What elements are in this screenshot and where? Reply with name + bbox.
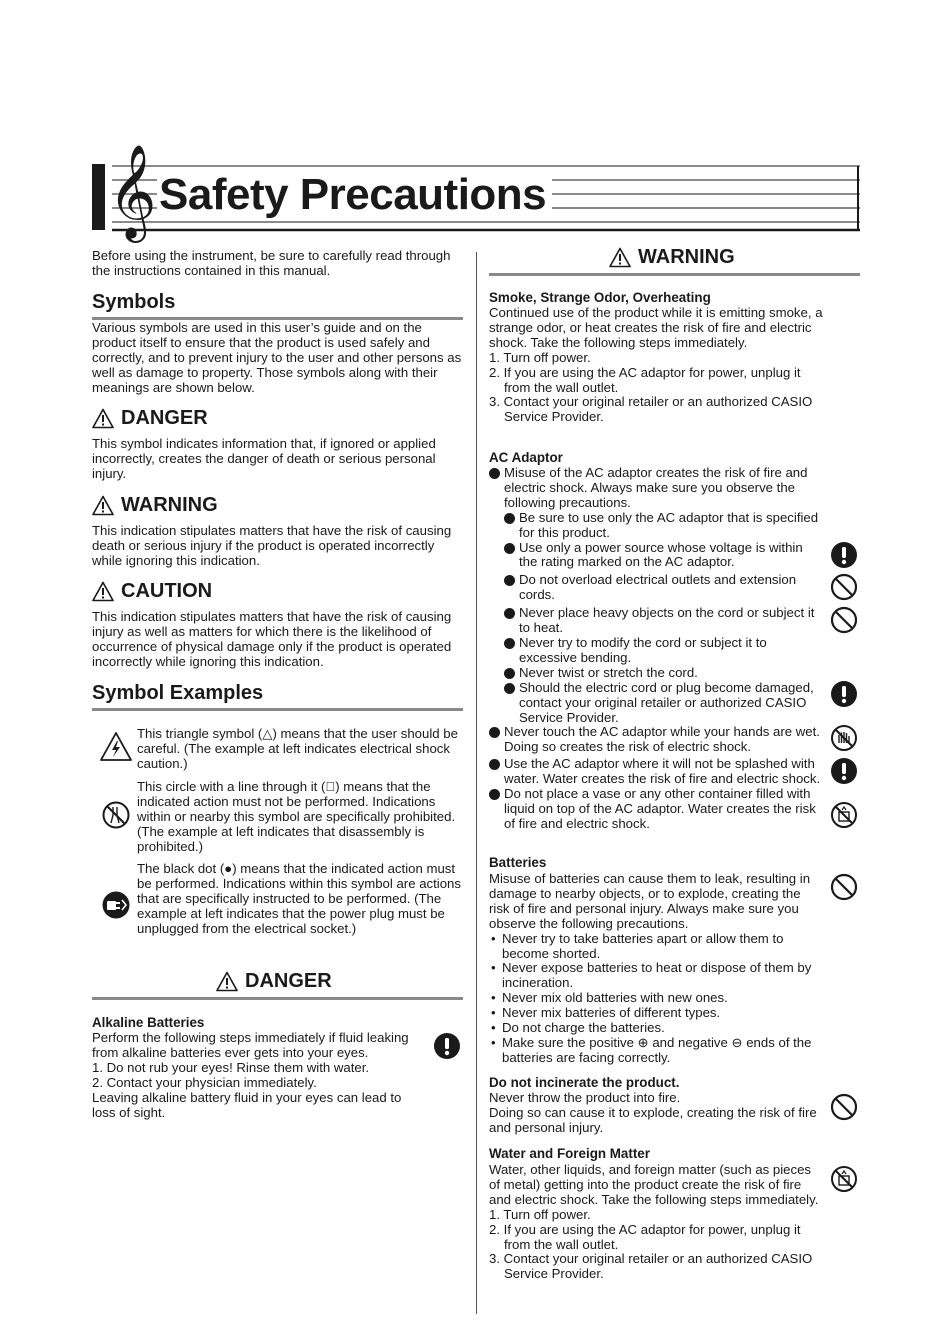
no-liquid-icon: [830, 801, 858, 829]
smoke-step: 1. Turn off power.: [489, 349, 591, 365]
water-intro: Water, other liquids, and foreign matter (such as pieces of metal) getting into the product create the risk of fire and electric shock. Take the following steps immediately.: [489, 1162, 819, 1207]
smoke-intro: Continued use of the product while it is emitting smoke, a strange odor, or heat creates the risk of fire and electric shock. Take the following steps immediately.: [489, 305, 823, 350]
water-step: 3. Contact your original retailer or an authorized CASIO Service Provider.: [489, 1251, 813, 1282]
ac-item-1: [489, 466, 823, 725]
alkaline-batteries-text: [92, 1031, 426, 1120]
ac-adaptor-list: [489, 466, 823, 832]
warning-triangle-icon: [609, 247, 632, 268]
symbols-text: Various symbols are used in this user’s guide and on the product itself to ensure that the product is used safely and correctly, and to prevent injury to the user and other persons as well as damage to property. Those symbols along with their meanings are shown below.: [92, 320, 462, 395]
alkaline-line: 1. Do not rub your eyes! Rinse them with water.: [92, 1059, 370, 1075]
alkaline-line: Leaving alkaline battery fluid in your eyes can lead to loss of sight.: [92, 1089, 402, 1120]
battery-bullet: • Never mix batteries of different types.: [489, 1006, 823, 1021]
warning-def-label: [92, 494, 218, 517]
title-banner: [92, 144, 860, 239]
mandatory-icon: [830, 541, 858, 569]
warning-triangle-icon: [92, 581, 115, 602]
battery-bullet: • Never expose batteries to heat or dispose of them by incineration.: [489, 961, 823, 991]
symbols-heading: Symbols: [92, 291, 176, 313]
ac-adaptor-text: [489, 466, 823, 832]
example-dot-text: The black dot (●) means that the indicated action must be performed. Indications within this symbol are actions that are specifically instructed to be performed. (The example at left indicates that the power plug must be unplugged from the electrical socket.): [137, 861, 461, 936]
incinerate-heading: Do not incinerate the product.: [489, 1075, 680, 1090]
danger-section-label: [216, 970, 332, 993]
disassembly-prohibited-icon: [101, 800, 131, 830]
unplug-icon: [101, 890, 131, 920]
ac-bullet: Be sure to use only the AC adaptor that is specified for this product.: [504, 511, 823, 541]
smoke-heading: Smoke, Strange Odor, Overheating: [489, 290, 711, 305]
ac-bullet: Never place heavy objects on the cord or subject it to heat.: [504, 606, 823, 636]
symbol-examples-rule: [92, 708, 463, 711]
caution-def-text: This indication stipulates matters that have the risk of causing injury as well as matters for which there is the likelihood of occurrence of physical damage only if the product is operated incorrectly while ignoring this indication.: [92, 609, 452, 669]
ac-item-1-text: Misuse of the AC adaptor creates the risk of fire and electric shock. Always make sure you observe the following precautions.: [504, 465, 808, 510]
danger-def-text: This symbol indicates information that, if ignored or applied incorrectly, creates the danger of death or serious personal injury.: [92, 436, 436, 481]
water-step: 2. If you are using the AC adaptor for power, unplug it from the wall outlet.: [489, 1221, 801, 1252]
incinerate-line: Never throw the product into fire.: [489, 1090, 681, 1105]
page-title: Safety Precautions: [157, 170, 552, 220]
intro-text: Before using the instrument, be sure to carefully read through the instructions contained in this manual.: [92, 248, 451, 278]
battery-bullet: • Do not charge the batteries.: [489, 1021, 823, 1036]
electric-shock-caution-icon: [99, 731, 133, 763]
ac-bullet: Should the electric cord or plug become damaged, contact your original retailer or authorized CASIO Service Provider.: [504, 681, 823, 726]
ac-bullet: Use only a power source whose voltage is within the rating marked on the AC adaptor.: [504, 541, 823, 571]
water-text: [489, 1163, 823, 1282]
alkaline-batteries-heading: Alkaline Batteries: [92, 1015, 205, 1030]
ac-bullet: Do not overload electrical outlets and extension cords.: [504, 573, 823, 603]
water-step: 1. Turn off power.: [489, 1206, 591, 1222]
smoke-step: 3. Contact your original retailer or an authorized CASIO Service Provider.: [489, 394, 813, 425]
warning-def-text: This indication stipulates matters that have the risk of causing death or serious injury if the product is operated incorrectly while ignoring this indication.: [92, 523, 452, 568]
mandatory-icon: [830, 757, 858, 785]
caution-def-label: [92, 580, 212, 603]
no-liquid-icon: [830, 1165, 858, 1193]
warning-section-rule: [489, 273, 860, 276]
alkaline-line: 2. Contact your physician immediately.: [92, 1074, 317, 1090]
prohibition-icon: [830, 1093, 858, 1121]
ac-item-3: Use the AC adaptor where it will not be splashed with water. Water creates the risk of fire and electric shock.: [489, 757, 823, 787]
ac-item-4: Do not place a vase or any other container filled with liquid on top of the AC adaptor. Water creates the risk of fire and electric shock.: [489, 787, 823, 832]
smoke-steps: [489, 351, 823, 426]
warning-triangle-icon: [92, 408, 115, 429]
smoke-text: [489, 306, 823, 425]
warning-section-label: [609, 246, 735, 269]
danger-def-label-text: DANGER: [121, 407, 208, 429]
ac-bullet: Never twist or stretch the cord.: [504, 666, 823, 681]
battery-bullet: • Make sure the positive ⊕ and negative ⊖ ends of the batteries are facing correctly.: [489, 1036, 823, 1066]
batteries-intro: Misuse of batteries can cause them to leak, resulting in damage to nearby objects, or to explode, creating the risk of fire and personal injury. Always make sure you observe the following precautions.: [489, 871, 811, 931]
warning-triangle-icon: [92, 495, 115, 516]
ac-bullets: [504, 511, 823, 726]
prohibition-icon: [830, 573, 858, 601]
no-wet-hands-icon: [830, 724, 858, 752]
ac-adaptor-heading: AC Adaptor: [489, 450, 563, 465]
treble-clef-icon: 𝄞: [108, 144, 157, 239]
batteries-heading: Batteries: [489, 855, 547, 870]
column-divider: [476, 252, 477, 1314]
warning-triangle-icon: [216, 971, 239, 992]
danger-section-rule: [92, 997, 463, 1000]
warning-def-label-text: WARNING: [121, 494, 218, 516]
danger-def-label: [92, 407, 208, 430]
batteries-text: [489, 872, 823, 1066]
ac-item-2: Never touch the AC adaptor while your hands are wet. Doing so creates the risk of electric shock.: [489, 725, 823, 755]
battery-bullet: • Never mix old batteries with new ones.: [489, 991, 823, 1006]
warning-section-label-text: WARNING: [638, 246, 735, 268]
water-steps: [489, 1208, 823, 1283]
prohibition-icon: [830, 606, 858, 634]
caution-def-label-text: CAUTION: [121, 580, 213, 602]
danger-section-label-text: DANGER: [245, 970, 332, 992]
batteries-bullets: [489, 932, 823, 1066]
example-triangle-text: This triangle symbol (△) means that the user should be careful. (The example at left indicates electrical shock caution.): [137, 726, 458, 771]
water-heading: Water and Foreign Matter: [489, 1146, 650, 1161]
battery-bullet: • Never try to take batteries apart or allow them to become shorted.: [489, 932, 823, 962]
prohibition-icon: [830, 873, 858, 901]
alkaline-line: Perform the following steps immediately if fluid leaking from alkaline batteries ever gets into your eyes.: [92, 1030, 409, 1060]
mandatory-icon: [830, 680, 858, 708]
mandatory-icon: [433, 1032, 461, 1060]
incinerate-text: [489, 1091, 823, 1136]
smoke-step: 2. If you are using the AC adaptor for power, unplug it from the wall outlet.: [489, 364, 801, 395]
example-circle-text: This circle with a line through it (⃠) means that the indicated action must not be performed. Indications within or nearby this symbol are specifically prohibited. (The example at left indicates that disassembly is prohibited.): [137, 779, 456, 854]
ac-bullet: Never try to modify the cord or subject it to excessive bending.: [504, 636, 823, 666]
symbol-examples-heading: Symbol Examples: [92, 682, 264, 704]
incinerate-line: Doing so can cause it to explode, creating the risk of fire and personal injury.: [489, 1104, 817, 1135]
